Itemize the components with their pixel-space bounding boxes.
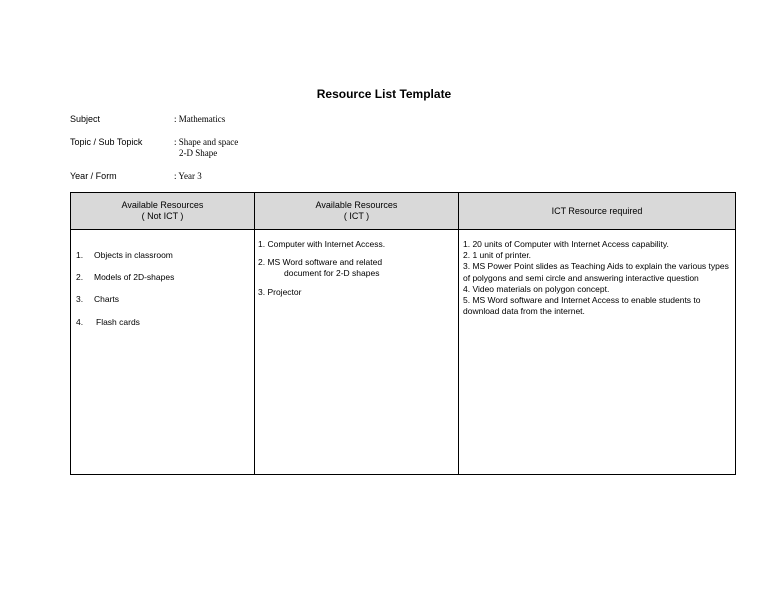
list-item <box>71 250 254 261</box>
table-header-row <box>71 193 736 230</box>
ict-item <box>255 239 458 250</box>
topic-value-line: 2-D Shape <box>179 148 218 158</box>
topic-label: Topic / Sub Topick <box>70 137 143 147</box>
cell-not-ict <box>71 230 255 475</box>
list-number: 1. <box>76 250 84 260</box>
ict-required-item: 2. 1 unit of printer. <box>463 250 532 261</box>
header-line: ( ICT ) <box>343 211 370 221</box>
topic-value <box>174 137 238 159</box>
header-ict <box>255 193 459 230</box>
header-line: ICT Resource required <box>551 205 643 216</box>
header-line: Available Resources <box>315 200 398 210</box>
ict-required-item: 1. 20 units of Computer with Internet Access capability. <box>463 239 669 249</box>
ict-item <box>255 257 458 279</box>
topic-value-line: : Shape and space <box>174 137 239 147</box>
not-ict-list <box>71 250 254 328</box>
cell-ict-required <box>459 230 736 475</box>
resource-table <box>70 192 736 475</box>
list-text: Charts <box>94 294 120 305</box>
subject-value-line: : Mathematics <box>174 114 226 124</box>
header-ict-required <box>459 193 736 230</box>
ict-required-item: 3. MS Power Point slides as Teaching Aids to explain the various types of polygons and semi circle and answering interactive question <box>463 261 729 283</box>
header-not-ict <box>71 193 255 230</box>
list-item <box>71 294 254 305</box>
list-text: Flash cards <box>96 316 140 327</box>
header-line: ( Not ICT ) <box>141 211 184 221</box>
document-title: Resource List Template <box>316 87 452 101</box>
subject-label: Subject <box>70 114 101 124</box>
subject-value <box>174 114 225 125</box>
table-row <box>71 230 736 475</box>
list-item <box>71 272 254 283</box>
ict-item-text: document for 2-D shapes <box>284 268 380 279</box>
ict-item-text: 1. Computer with Internet Access. <box>258 239 386 249</box>
header-line: Available Resources <box>121 200 204 210</box>
list-number: 4. <box>76 316 84 327</box>
cell-ict <box>255 230 459 475</box>
list-text: Models of 2D-shapes <box>94 272 175 283</box>
ict-required-item: 5. MS Word software and Internet Access to enable students to download data from the internet. <box>463 295 701 317</box>
ict-item <box>255 287 458 298</box>
list-text: Objects in classroom <box>94 250 173 260</box>
ict-item-text: 3. Projector <box>258 286 302 297</box>
list-number: 2. <box>76 272 84 283</box>
year-value-line: : Year 3 <box>174 171 202 181</box>
year-label: Year / Form <box>70 171 117 181</box>
year-value <box>174 171 202 182</box>
ict-item-text: 2. MS Word software and related <box>258 257 383 268</box>
list-item <box>71 317 254 328</box>
list-number: 3. <box>76 294 84 305</box>
ict-required-item: 4. Video materials on polygon concept. <box>463 283 610 294</box>
